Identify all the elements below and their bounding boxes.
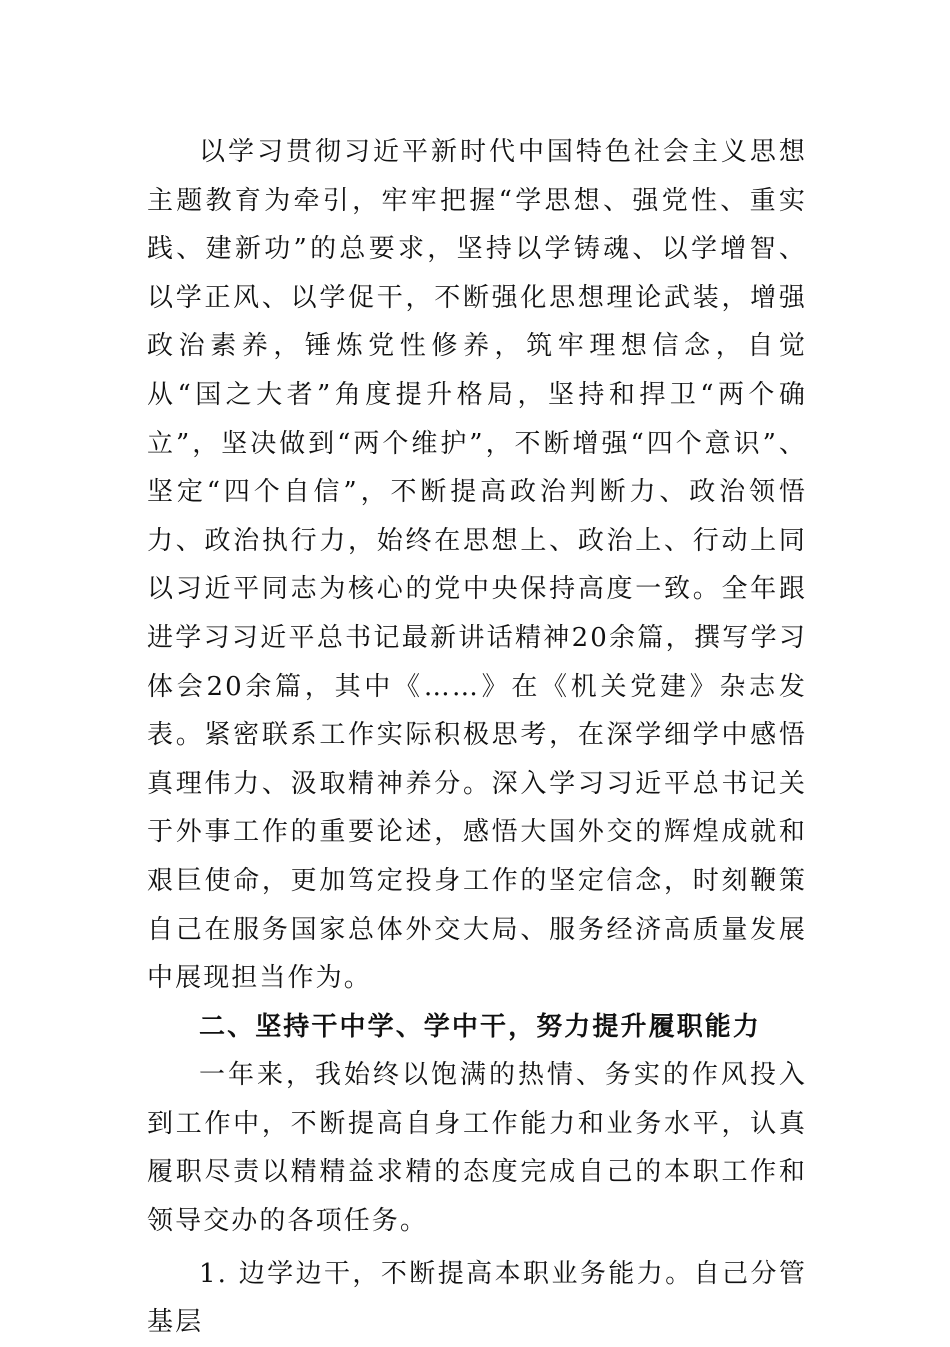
document-page xyxy=(147,128,807,1347)
list-paragraph: 1. 边学边干，不断提高本职业务能力。自己分管基层 xyxy=(147,1258,807,1338)
body-paragraph: 一年来，我始终以饱满的热情、务实的作风投入到工作中，不断提高自身工作能力和业务水平，认真履职尽责以精精益求精的态度完成自己的本职工作和领导交办的各项任务。 xyxy=(147,1060,807,1237)
section-heading: 二、坚持干中学、学中干，努力提升履职能力 xyxy=(199,1011,762,1042)
body-paragraph: 以学习贯彻习近平新时代中国特色社会主义思想主题教育为牵引，牢牢把握“学思想、强党性、重实践、建新功”的总要求，坚持以学铸魂、以学增智、以学正风、以学促干，不断强化思想理论武装，增强政治素养，锤炼党性修养，筑牢理想信念，自觉从“国之大者”角度提升格局，坚持和捍卫“两个确立”，坚决做到“两个维护”，不断增强“四个意识”、坚定“四个自信”，不断提高政治判断力、政治领悟力、政治执行力，始终在思想上、政治上、行动上同以习近平同志为核心的党中央保持高度一致。全年跟进学习习近平总书记最新讲话精神20余篇，撰写学习体会20余篇，其中《……》在《机关党建》杂志发表。紧密联系工作实际积极思考，在深学细学中感悟真理伟力、汲取精神养分。深入学习习近平总书记关于外事工作的重要论述，感悟大国外交的辉煌成就和艰巨使命，更加笃定投身工作的坚定信念，时刻鞭策自己在服务国家总体外交大局、服务经济高质量发展中展现担当作为。 xyxy=(147,137,807,994)
